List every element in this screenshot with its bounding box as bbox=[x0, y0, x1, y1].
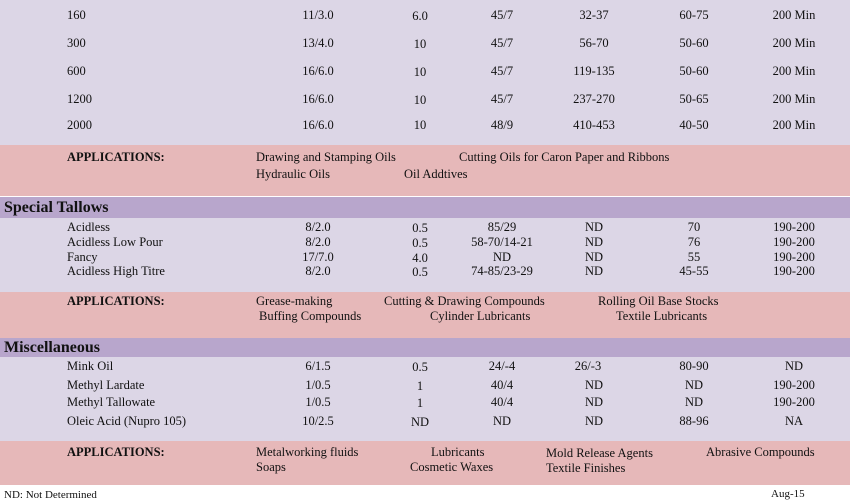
footnote: ND: Not Determined bbox=[4, 489, 97, 501]
section-title: Special Tallows bbox=[4, 199, 109, 216]
application-item: Drawing and Stamping Oils bbox=[256, 150, 396, 164]
cell-col5: 40-50 bbox=[679, 118, 709, 132]
row-name: 600 bbox=[67, 64, 86, 78]
cell-col2: 10 bbox=[413, 65, 427, 79]
cell-col3: 45/7 bbox=[490, 8, 514, 22]
cell-col1: 13/4.0 bbox=[302, 36, 334, 50]
cell-col2: 1 bbox=[416, 379, 424, 393]
section-header-band bbox=[0, 197, 850, 218]
cell-col4: 56-70 bbox=[579, 36, 609, 50]
cell-col5: 70 bbox=[687, 220, 701, 234]
row-name: Acidless Low Pour bbox=[67, 235, 163, 249]
cell-col5: ND bbox=[684, 395, 704, 409]
cell-col5: 88-96 bbox=[679, 414, 709, 428]
cell-col5: 76 bbox=[687, 235, 701, 249]
cell-col3: 85/29 bbox=[487, 220, 517, 234]
cell-col6: 190-200 bbox=[773, 220, 815, 234]
cell-col4: ND bbox=[584, 414, 604, 428]
cell-col2: 0.5 bbox=[412, 221, 428, 235]
cell-col6: 200 Min bbox=[772, 118, 816, 132]
application-item: Cutting Oils for Caron Paper and Ribbons bbox=[459, 150, 670, 164]
cell-col4: ND bbox=[584, 264, 604, 278]
row-name: 160 bbox=[67, 8, 86, 22]
cell-col1: 8/2.0 bbox=[305, 264, 331, 278]
cell-col4: ND bbox=[584, 378, 604, 392]
cell-col6: 200 Min bbox=[772, 64, 816, 78]
applications-label: APPLICATIONS: bbox=[67, 294, 165, 308]
row-name: 300 bbox=[67, 36, 86, 50]
application-item: Textile Finishes bbox=[546, 461, 626, 475]
cell-col4: ND bbox=[584, 395, 604, 409]
cell-col2: 6.0 bbox=[412, 9, 428, 23]
cell-col6: NA bbox=[784, 414, 804, 428]
cell-col6: ND bbox=[784, 359, 804, 373]
cell-col4: 32-37 bbox=[579, 8, 609, 22]
row-name: 1200 bbox=[67, 92, 92, 106]
cell-col2: 1 bbox=[416, 396, 424, 410]
cell-col6: 200 Min bbox=[772, 92, 816, 106]
row-name: Methyl Tallowate bbox=[67, 395, 156, 409]
row-name: Fancy bbox=[67, 250, 98, 264]
application-item: Rolling Oil Base Stocks bbox=[598, 294, 719, 308]
cell-col1: 16/6.0 bbox=[302, 118, 334, 132]
cell-col1: 8/2.0 bbox=[305, 220, 331, 234]
cell-col5: 45-55 bbox=[679, 264, 709, 278]
application-item: Cosmetic Waxes bbox=[410, 460, 494, 474]
application-item: Cutting & Drawing Compounds bbox=[384, 294, 545, 308]
cell-col3: 74-85/23-29 bbox=[471, 264, 533, 278]
cell-col6: 200 Min bbox=[772, 8, 816, 22]
row-name: Oleic Acid (Nupro 105) bbox=[67, 414, 187, 428]
cell-col6: 190-200 bbox=[773, 250, 815, 264]
section-title: Miscellaneous bbox=[4, 339, 100, 356]
cell-col4: ND bbox=[584, 250, 604, 264]
cell-col5: 50-65 bbox=[679, 92, 709, 106]
cell-col1: 8/2.0 bbox=[305, 235, 331, 249]
cell-col1: 16/6.0 bbox=[302, 64, 334, 78]
section-header-band bbox=[0, 338, 850, 357]
application-item: Abrasive Compounds bbox=[706, 445, 815, 459]
cell-col4: 119-135 bbox=[573, 64, 615, 78]
cell-col2: 0.5 bbox=[412, 236, 428, 250]
cell-col5: 50-60 bbox=[679, 36, 709, 50]
cell-col3: 48/9 bbox=[490, 118, 514, 132]
cell-col3: 24/-4 bbox=[488, 359, 516, 373]
cell-col5: ND bbox=[684, 378, 704, 392]
application-item: Grease-making bbox=[256, 294, 333, 308]
cell-col4: 237-270 bbox=[573, 92, 615, 106]
cell-col3: 58-70/14-21 bbox=[471, 235, 533, 249]
cell-col4: ND bbox=[584, 235, 604, 249]
cell-col6: 190-200 bbox=[773, 395, 815, 409]
cell-col1: 17/7.0 bbox=[302, 250, 334, 264]
cell-col3: 40/4 bbox=[490, 378, 514, 392]
row-name: Acidless High Titre bbox=[67, 264, 165, 278]
cell-col6: 190-200 bbox=[773, 264, 815, 278]
cell-col3: 45/7 bbox=[490, 64, 514, 78]
cell-col6: 190-200 bbox=[773, 378, 815, 392]
cell-col4: 26/-3 bbox=[574, 359, 602, 373]
application-item: Lubricants bbox=[431, 445, 485, 459]
cell-col5: 50-60 bbox=[679, 64, 709, 78]
cell-col4: ND bbox=[584, 220, 604, 234]
cell-col2: ND bbox=[410, 415, 430, 429]
cell-col3: ND bbox=[492, 250, 512, 264]
cell-col2: 10 bbox=[413, 118, 427, 132]
row-name: Mink Oil bbox=[67, 359, 114, 373]
cell-col3: 40/4 bbox=[490, 395, 514, 409]
cell-col5: 60-75 bbox=[679, 8, 709, 22]
cell-col1: 10/2.5 bbox=[302, 414, 334, 428]
application-item: Hydraulic Oils bbox=[256, 167, 330, 181]
cell-col2: 0.5 bbox=[412, 360, 428, 374]
cell-col5: 55 bbox=[687, 250, 701, 264]
application-item: Buffing Compounds bbox=[259, 309, 362, 323]
applications-label: APPLICATIONS: bbox=[67, 150, 165, 164]
cell-col2: 0.5 bbox=[412, 265, 428, 279]
cell-col5: 80-90 bbox=[679, 359, 709, 373]
application-item: Metalworking fluids bbox=[256, 445, 359, 459]
cell-col1: 1/0.5 bbox=[305, 378, 331, 392]
cell-col1: 1/0.5 bbox=[305, 395, 331, 409]
cell-col3: ND bbox=[492, 414, 512, 428]
application-item: Mold Release Agents bbox=[546, 446, 653, 460]
cell-col1: 16/6.0 bbox=[302, 92, 334, 106]
row-name: Acidless bbox=[67, 220, 111, 234]
cell-col2: 10 bbox=[413, 93, 427, 107]
cell-col4: 410-453 bbox=[573, 118, 615, 132]
cell-col2: 10 bbox=[413, 37, 427, 51]
cell-col1: 11/3.0 bbox=[302, 8, 334, 22]
application-item: Oil Addtives bbox=[404, 167, 468, 181]
application-item: Cylinder Lubricants bbox=[430, 309, 531, 323]
date-label: Aug-15 bbox=[771, 488, 805, 500]
application-item: Textile Lubricants bbox=[616, 309, 708, 323]
application-item: Soaps bbox=[256, 460, 286, 474]
cell-col3: 45/7 bbox=[490, 92, 514, 106]
row-name: 2000 bbox=[67, 118, 92, 132]
applications-label: APPLICATIONS: bbox=[67, 445, 165, 459]
cell-col6: 190-200 bbox=[773, 235, 815, 249]
cell-col2: 4.0 bbox=[412, 251, 428, 265]
cell-col3: 45/7 bbox=[490, 36, 514, 50]
cell-col6: 200 Min bbox=[772, 36, 816, 50]
row-name: Methyl Lardate bbox=[67, 378, 145, 392]
cell-col1: 6/1.5 bbox=[305, 359, 331, 373]
